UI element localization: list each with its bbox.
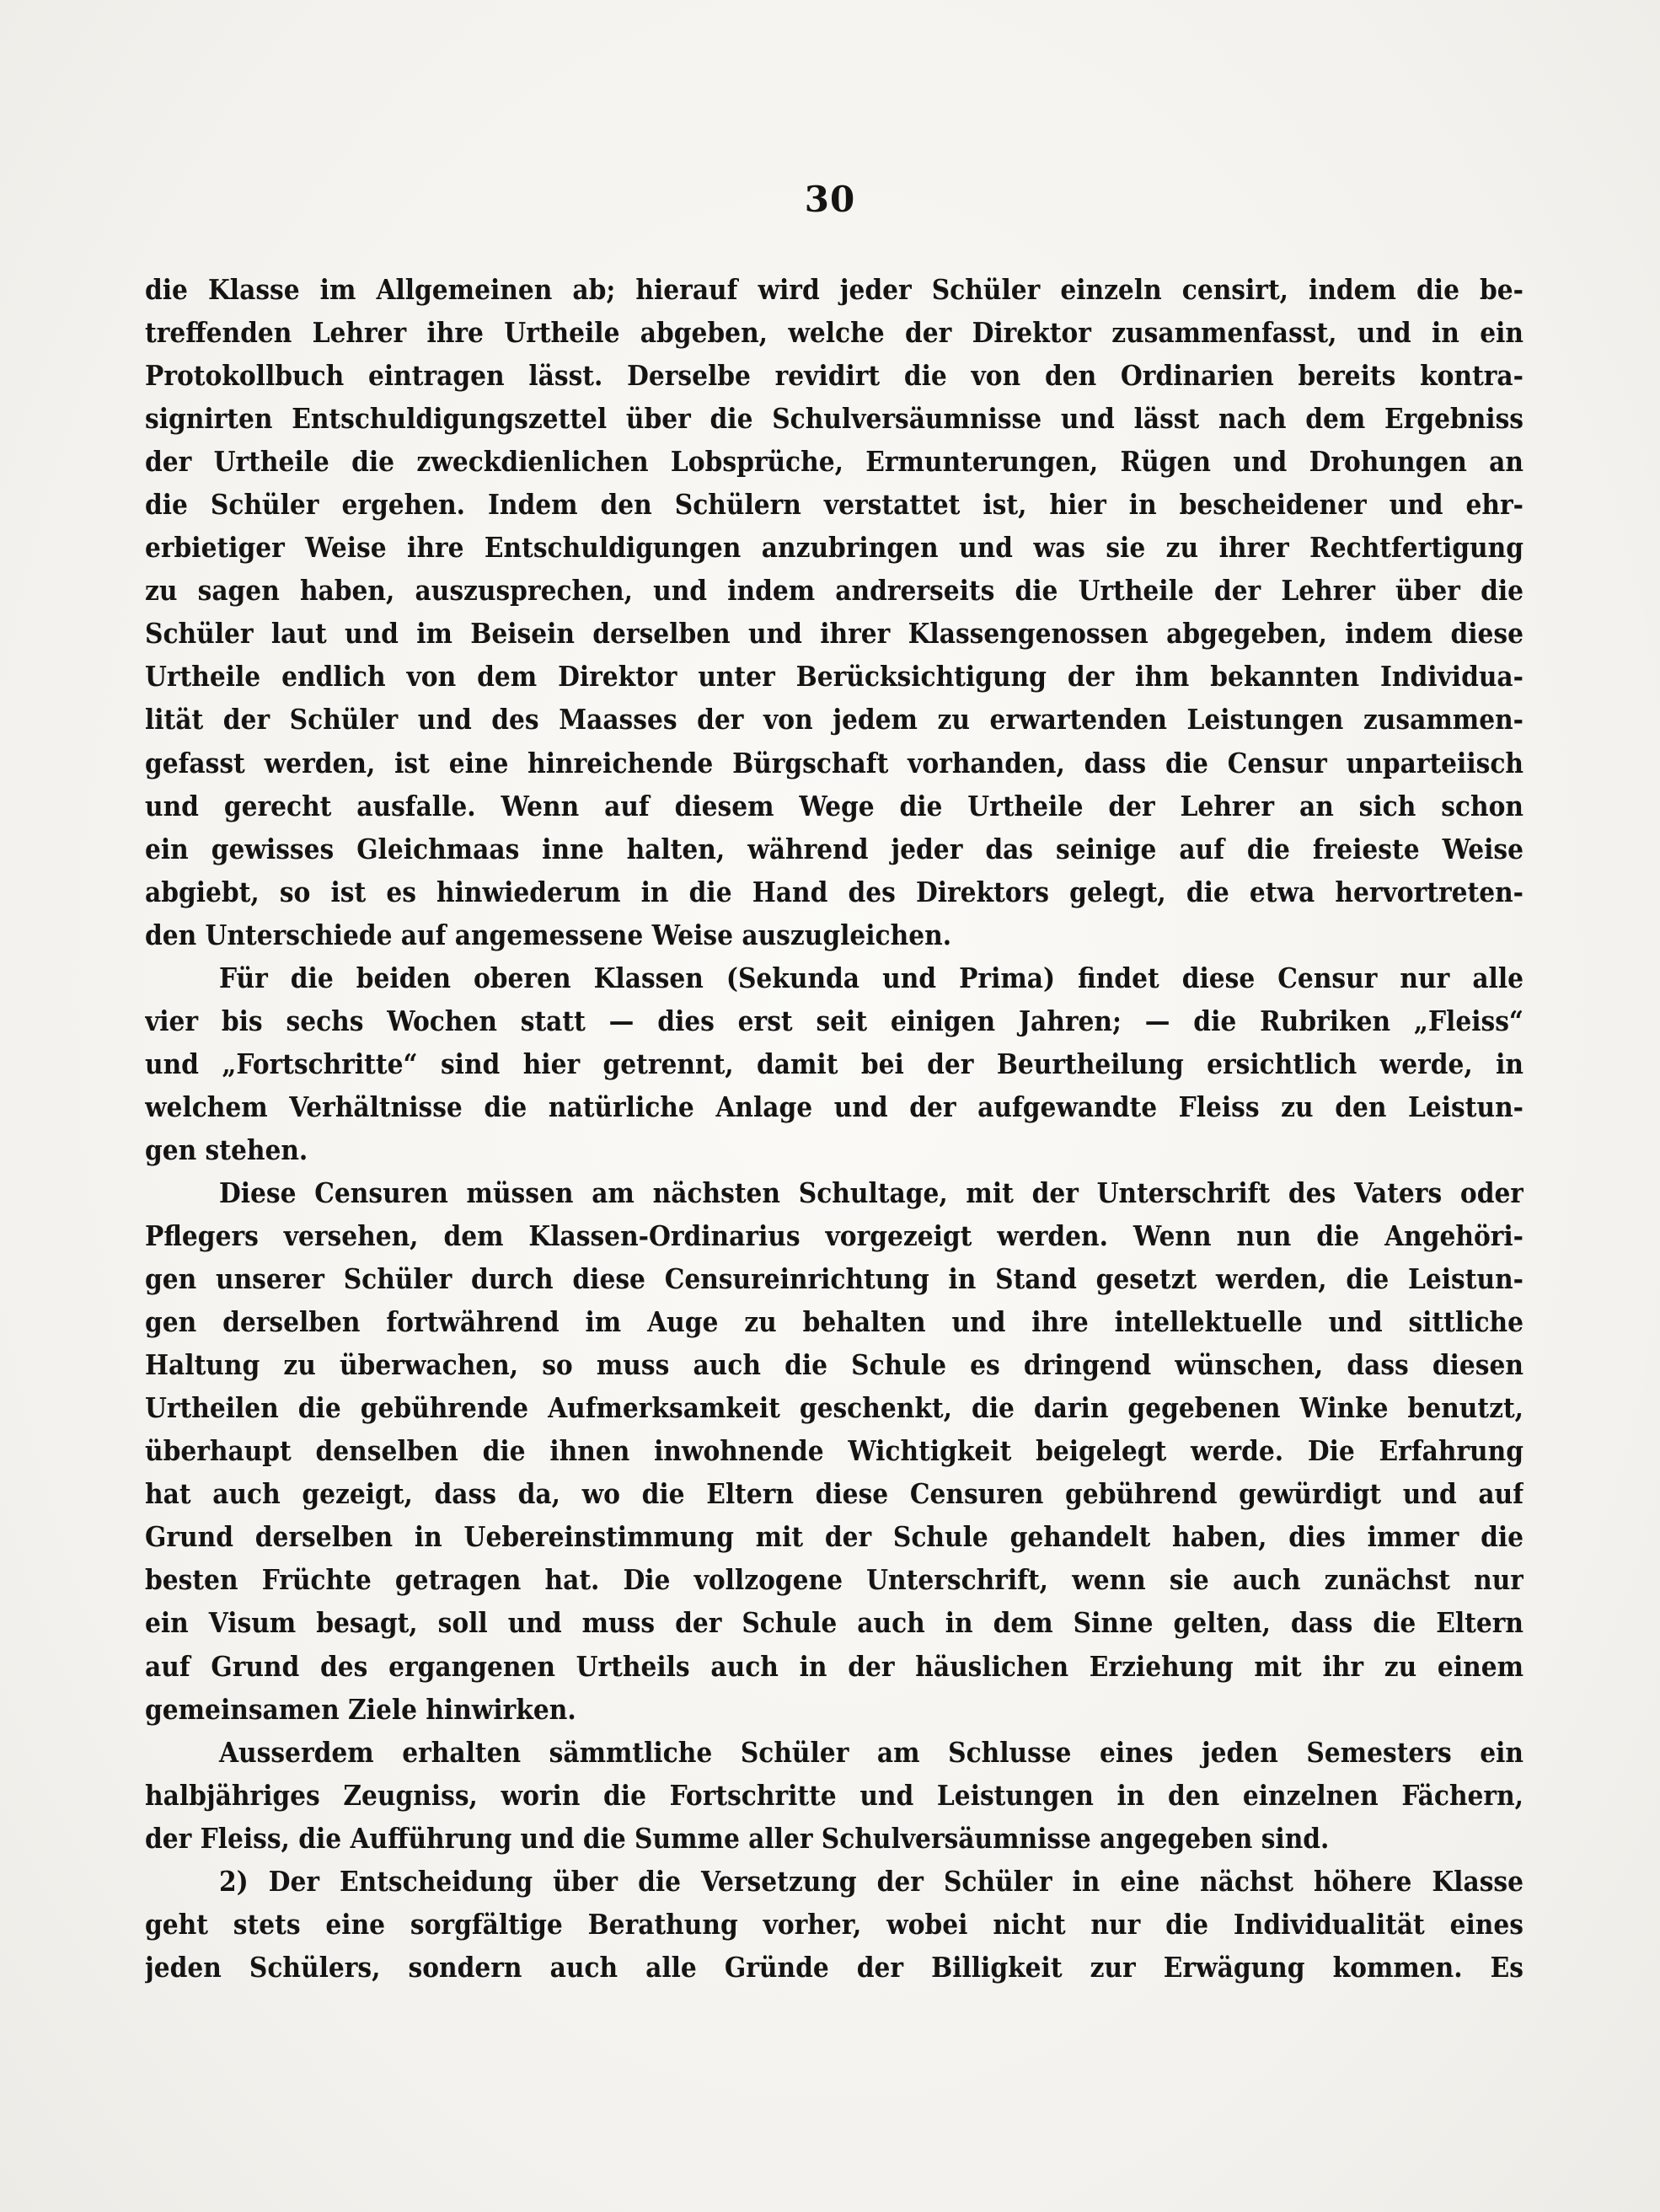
text-line: welchem Verhältnisse die natürliche Anlage und der aufgewandte Fleiss zu den Leistun- bbox=[145, 1090, 1523, 1123]
text-line: Protokollbuch eintragen lässt. Derselbe revidirt die von den Ordinarien bereits kontra- bbox=[145, 359, 1523, 393]
text-line: Urtheile endlich von dem Direktor unter Berücksichtigung der ihm bekannten Individua- bbox=[145, 660, 1523, 694]
text-line: gemeinsamen Ziele hinwirken. bbox=[145, 1692, 576, 1726]
text-line: gen derselben fortwährend im Auge zu behalten und ihre intellektuelle und sittliche bbox=[145, 1305, 1523, 1339]
text-line: geht stets eine sorgfältige Berathung vorher, wobei nicht nur die Individualität eines bbox=[145, 1907, 1523, 1941]
text-line: zu sagen haben, auszusprechen, und indem andrerseits die Urtheile der Lehrer über die bbox=[145, 574, 1523, 608]
text-line: ein gewisses Gleichmaas inne halten, während jeder das seinige auf die freieste Weise bbox=[145, 832, 1523, 865]
text-line: treffenden Lehrer ihre Urtheile abgeben, welche der Direktor zusammenfasst, und in ein bbox=[145, 316, 1523, 350]
text-line: Urtheilen die gebührende Aufmerksamkeit geschenkt, die darin gegebenen Winke benutzt, bbox=[145, 1391, 1523, 1425]
text-line: abgiebt, so ist es hinwiederum in die Hand des Direktors gelegt, die etwa hervortreten- bbox=[145, 875, 1523, 908]
text-line: Grund derselben in Uebereinstimmung mit der Schule gehandelt haben, dies immer die bbox=[145, 1520, 1523, 1554]
text-line: gen stehen. bbox=[145, 1133, 308, 1166]
text-line: der Fleiss, die Aufführung und die Summe aller Schulversäumnisse angegeben sind. bbox=[145, 1821, 1330, 1855]
text-line: Diese Censuren müssen am nächsten Schultage, mit der Unterschrift des Vaters oder bbox=[219, 1176, 1523, 1209]
text-line: halbjähriges Zeugniss, worin die Fortschritte und Leistungen in den einzelnen Fächern, bbox=[145, 1778, 1523, 1812]
text-line: die Schüler ergehen. Indem den Schülern verstattet ist, hier in bescheidener und ehr- bbox=[145, 488, 1523, 522]
text-line: und „Fortschritte“ sind hier getrennt, damit bei der Beurtheilung ersichtlich werde, in bbox=[145, 1047, 1523, 1080]
text-line: den Unterschiede auf angemessene Weise auszugleichen. bbox=[145, 918, 952, 951]
text-line: lität der Schüler und des Maasses der von jedem zu erwartenden Leistungen zusammen- bbox=[145, 703, 1523, 736]
text-line: besten Früchte getragen hat. Die vollzogene Unterschrift, wenn sie auch zunächst nur bbox=[145, 1563, 1523, 1597]
text-line: vier bis sechs Wochen statt — dies erst seit einigen Jahren; — die Rubriken „Fleiss“ bbox=[145, 1004, 1523, 1037]
text-line: Schüler laut und im Beisein derselben und ihrer Klassengenossen abgegeben, indem diese bbox=[145, 617, 1523, 651]
text-line: jeden Schülers, sondern auch alle Gründe der Billigkeit zur Erwägung kommen. Es bbox=[145, 1950, 1523, 1984]
text-line: erbietiger Weise ihre Entschuldigungen anzubringen und was sie zu ihrer Rechtfertigung bbox=[145, 531, 1523, 565]
text-line: Ausserdem erhalten sämmtliche Schüler am Schlusse eines jeden Semesters ein bbox=[219, 1735, 1523, 1769]
text-line: ein Visum besagt, soll und muss der Schule auch in dem Sinne gelten, dass die Eltern bbox=[145, 1606, 1523, 1640]
text-line: hat auch gezeigt, dass da, wo die Eltern diese Censuren gebührend gewürdigt und auf bbox=[145, 1477, 1523, 1511]
text-line: überhaupt denselben die ihnen inwohnende Wichtigkeit beigelegt werde. Die Erfahrung bbox=[145, 1434, 1523, 1468]
text-line: signirten Entschuldigungszettel über die Schulversäumnisse und lässt nach dem Ergebniss bbox=[145, 402, 1523, 436]
text-line: der Urtheile die zweckdienlichen Lobsprüche, Ermunterungen, Rügen und Drohungen an bbox=[145, 445, 1523, 479]
text-line: gefasst werden, ist eine hinreichende Bürgschaft vorhanden, dass die Censur unparteiisch bbox=[145, 746, 1523, 779]
text-line: und gerecht ausfalle. Wenn auf diesem Wege die Urtheile der Lehrer an sich schon bbox=[145, 789, 1523, 822]
text-line: die Klasse im Allgemeinen ab; hierauf wird jeder Schüler einzeln censirt, indem die be- bbox=[145, 273, 1523, 306]
text-line: Pflegers versehen, dem Klassen-Ordinarius vorgezeigt werden. Wenn nun die Angehöri- bbox=[145, 1219, 1523, 1253]
text-line: Für die beiden oberen Klassen (Sekunda und Prima) findet diese Censur nur alle bbox=[219, 961, 1523, 994]
text-line: 2) Der Entscheidung über die Versetzung der Schüler in eine nächst höhere Klasse bbox=[219, 1864, 1523, 1898]
text-line: gen unserer Schüler durch diese Censureinrichtung in Stand gesetzt werden, die Leistun- bbox=[145, 1262, 1523, 1296]
text-line: auf Grund des ergangenen Urtheils auch in der häuslichen Erziehung mit ihr zu einem bbox=[145, 1649, 1523, 1683]
text-line: Haltung zu überwachen, so muss auch die Schule es dringend wünschen, dass diesen bbox=[145, 1348, 1523, 1382]
body-text bbox=[145, 268, 1523, 1989]
page-number: 30 bbox=[804, 179, 856, 220]
